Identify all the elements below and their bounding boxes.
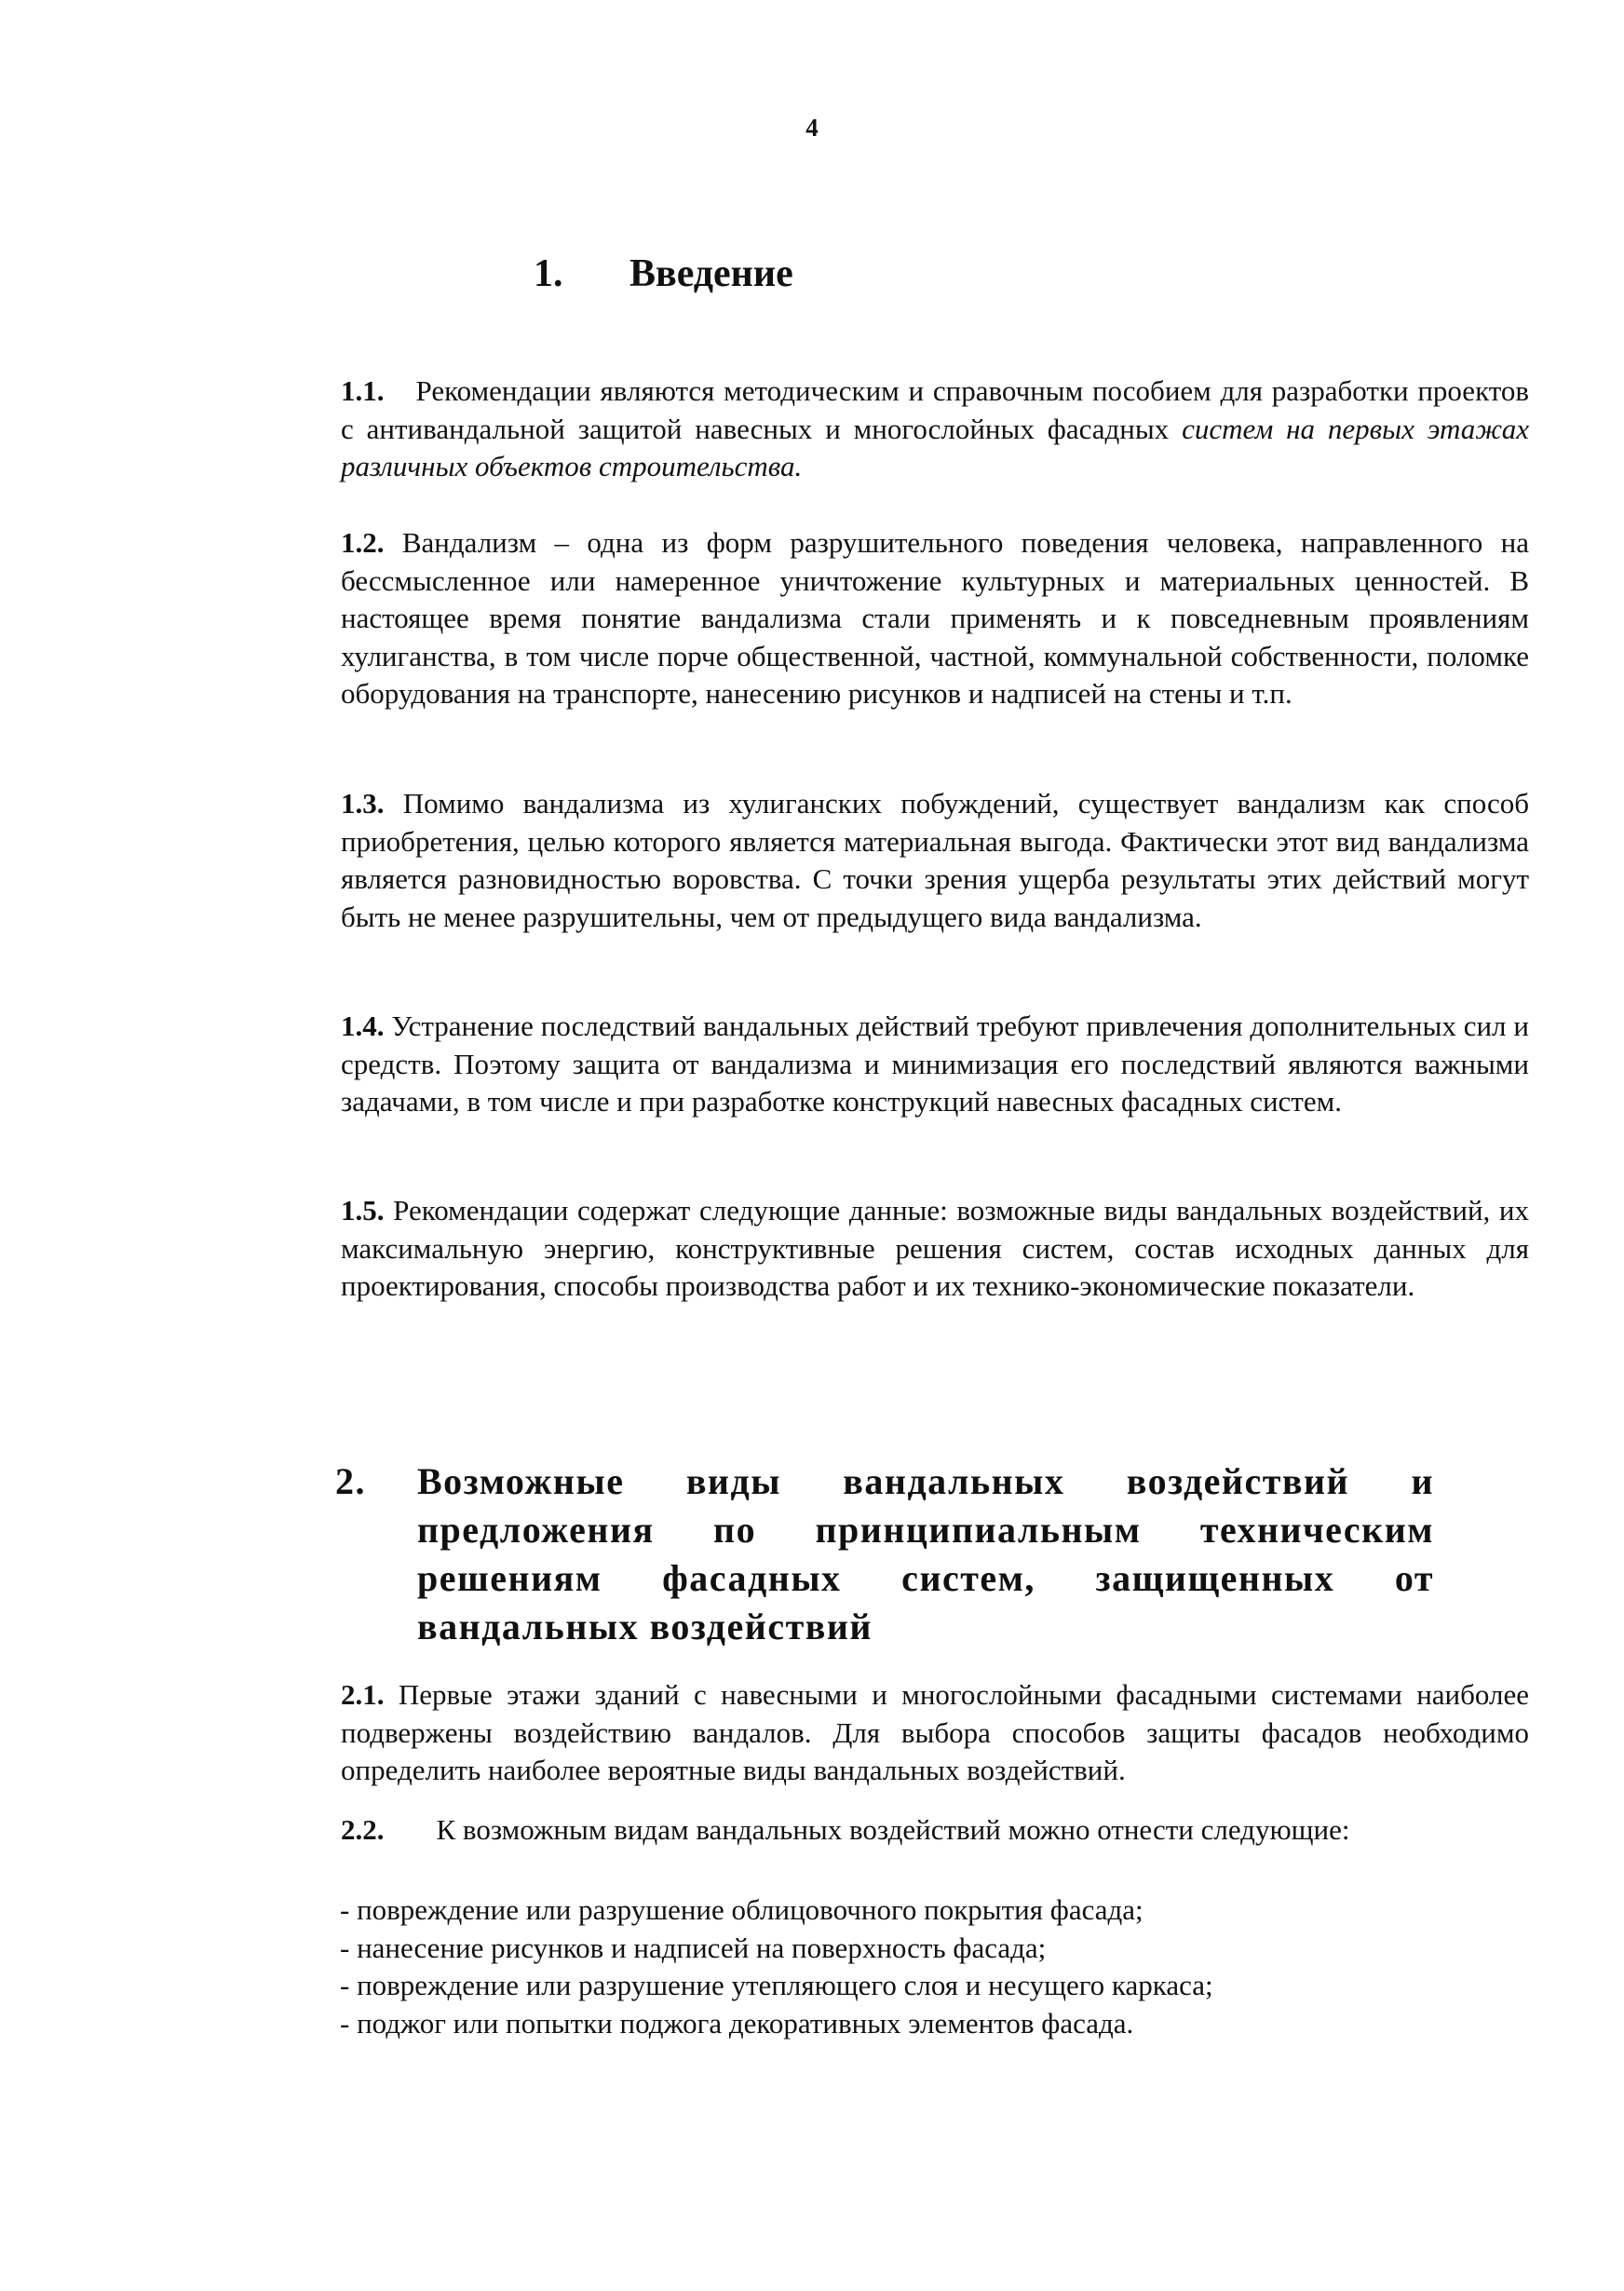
paragraph-2-1-number: 2.1. [341,1678,385,1711]
paragraph-1-2-text: Вандализм – одна из форм разрушительного поведения человека, направленного на бессмысленное или намеренное уничтожение культурных и материальных ценностей. В настоящее время понятие вандализма стали применять и к повседневным проявлениям хулиганства, в том числе порче общественной, частной, коммунальной собственности, поломке оборудования на транспорте, нанесению рисунков и надписей на стены и т.п. [341,526,1530,710]
paragraph-1-5 [240,1192,1529,1306]
list-item: - повреждение или разрушение облицовочного покрытия фасада; [340,1893,1144,1926]
paragraph-2-2-text: К возможным видам вандальных воздействий можно отнести следующие: [436,1813,1350,1846]
paragraph-1-5-text: Рекомендации содержат следующие данные: возможные виды вандальных воздействий, их максимальную энергию, конструктивные решения систем, состав исходных данных для проектирования, способы производства работ и их технико-экономические показатели. [341,1194,1530,1302]
section-1-number: 1. [534,252,563,295]
paragraph-1-3 [240,785,1529,936]
paragraph-1-1 [240,373,1529,486]
vandalism-types-list [340,1891,1213,2042]
section-1-title: Введение [629,252,793,295]
section-2-heading [335,1457,1434,1651]
paragraph-1-2 [240,524,1529,713]
paragraph-1-3-number: 1.3. [341,787,385,820]
paragraph-1-1-text: Рекомендации являются методическим и справочным пособием для разработки проектов с антивандальной защитой навесных и многослойных фасадных [341,374,1529,445]
paragraph-1-4 [240,1008,1529,1121]
list-item: - поджог или попытки поджога декоративных элементов фасада. [340,2006,1134,2040]
paragraph-2-2 [240,1811,1525,1850]
section-1-heading [534,251,793,296]
list-item: - повреждение или разрушение утепляющего слоя и несущего каркаса; [340,1969,1213,2001]
paragraph-2-1-text: Первые этажи зданий с навесными и многослойными фасадными системами наиболее подвержены воздействию вандалов. Для выбора способов защиты фасадов необходимо определить наиболее вероятные виды вандальных воздействий. [341,1678,1530,1786]
paragraph-1-5-number: 1.5. [341,1194,385,1227]
section-2-number: 2. [335,1460,366,1502]
paragraph-1-1-number: 1.1. [341,374,385,407]
paragraph-1-4-text: Устранение последствий вандальных действий требуют привлечения дополнительных сил и средств. Поэтому защита от вандализма и минимизация его последствий являются важными задачами, в том числе и при разработке конструкций навесных фасадных систем. [341,1010,1529,1118]
page-number: 4 [805,114,819,142]
paragraph-2-1 [240,1676,1529,1790]
paragraph-1-4-number: 1.4. [341,1010,385,1042]
paragraph-2-2-number: 2.2. [341,1813,385,1846]
paragraph-1-2-number: 1.2. [341,526,385,559]
paragraph-1-1-text-italic: систем на первых этажах различных объектов строительства. [341,412,1529,482]
section-2-title: Возможные виды вандальных воздействий и предложения по принципиальным техническим решениям фасадных систем, защищенных от вандальных воздействий [417,1460,1434,1647]
list-item: - нанесение рисунков и надписей на поверхность фасада; [340,1931,1047,1964]
paragraph-1-3-text: Помимо вандализма из хулиганских побуждений, существует вандализм как способ приобретения, целью которого является материальная выгода. Фактически этот вид вандализма является разновидностью воровства. С точки зрения ущерба результаты этих действий могут быть не менее разрушительны, чем от предыдущего вида вандализма. [341,787,1530,933]
